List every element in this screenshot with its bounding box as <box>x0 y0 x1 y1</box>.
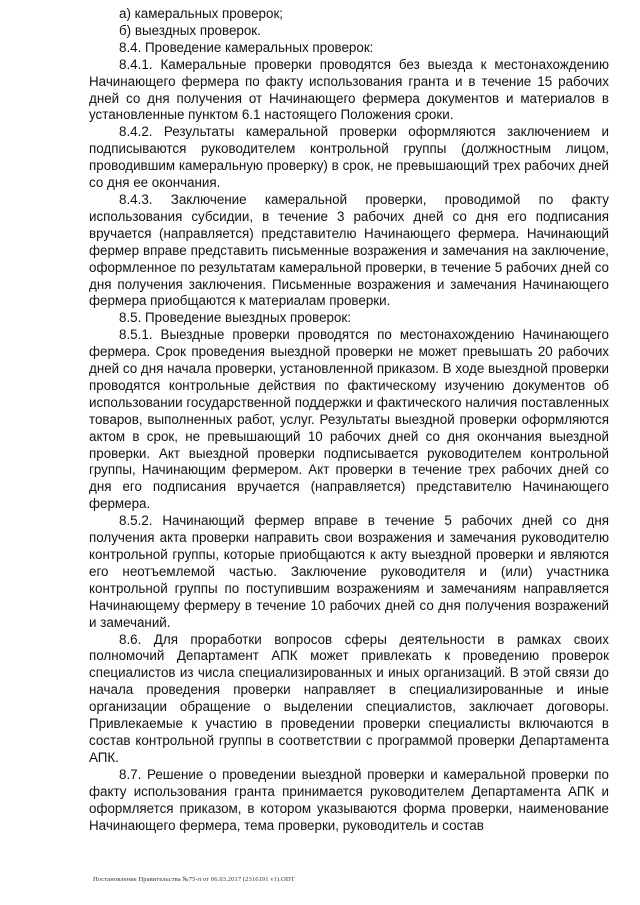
list-item-b: б) выездных проверок. <box>119 22 261 38</box>
list-item-a: а) камеральных проверок; <box>119 6 284 21</box>
clause-8-4-3: 8.4.3. Заключение камеральной проверки, проводимой по факту использования субсидии, в течение 3 рабочих дней со дня его подписания вручается (направляется) представителю Начинающего фермера. Начинающий фермер вправе представить письменные возражения и замечания на заключение, оформленное по результатам камеральной проверки, в течение 5 рабочих дней со дня получения заключения. Письменные возражения и замечания Начинающего фермера приобщаются к материалам проверки. <box>89 191 609 309</box>
clause-8-5-2: 8.5.2. Начинающий фермер вправе в течение 5 рабочих дней со дня получения акта проверки направить свои возражения и замечания руководителю контрольной группы, которые приобщаются к акту выездной проверки и являются его неотъемлемой частью. Заключение руководителя и (или) участника контрольной группы по поступившим возражениям и замечаниям направляется Начинающему фермеру в течение 10 рабочих дней со дня получения возражений и замечаний. <box>89 513 609 630</box>
clause-8-4-2: 8.4.2. Результаты камеральной проверки оформляются заключением и подписываются руководителем контрольной группы (должностным лицом, проводившим камеральную проверку) в срок, не превышающий трех рабочих дней со дня ее окончания. <box>89 124 609 191</box>
section-8-5-heading: 8.5. Проведение выездных проверок: <box>119 310 352 326</box>
clause-8-4-1: 8.4.1. Камеральные проверки проводятся без выезда к местонахождению Начинающего фермера по факту использования гранта и в течение 15 рабочих дней со дня получения от Начинающего фермера документов и материалов в установленные пунктом 6.1 настоящего Положения сроки. <box>89 56 609 123</box>
section-8-4-heading: 8.4. Проведение камеральных проверок: <box>119 39 374 55</box>
clause-8-5-1: 8.5.1. Выездные проверки проводятся по местонахождению Начинающего фермера. Срок проведения выездной проверки не может превышать 20 рабочих дней со дня начала проверки, установленной приказом. В ходе выездной проверки проводятся контрольные действия по фактическому изучению документов об использовании государственной поддержки и фактического наличия поставленных товаров, выполненных работ, услуг. Результаты выездной проверки оформляются актом в срок, не превышающий 10 рабочих дней со дня окончания выездной проверки. Акт выездной проверки подписывается руководителем контрольной группы, Начинающим фермером. Акт проверки в течение трех рабочих дней со дня его подписания вручается (направляется) представителю Начинающего фермера. <box>89 327 609 512</box>
document-footer: Постановление Правительства №75-п от 06.03.2017 (2316191 v1).ODT <box>93 876 295 883</box>
clause-8-7: 8.7. Решение о проведении выездной проверки и камеральной проверки по факту использования гранта принимается руководителем Департамента АПК и оформляется приказом, в котором указываются форма проверки, наименование Начинающего фермера, тема проверки, руководитель и состав <box>89 766 609 833</box>
document-body <box>89 6 609 834</box>
clause-8-6: 8.6. Для проработки вопросов сферы деятельности в рамках своих полномочий Департамент АПК может привлекать к проведению проверок специалистов из числа специализированных и иных организаций. В этой связи до начала проведения проверки направляет в специализированные и иные организации обращение о выделении специалистов, заключает договоры. Привлекаемые к участию в проведении проверки специалисты включаются в состав контрольной группы в соответствии с программой проверки Департамента АПК. <box>89 631 609 765</box>
